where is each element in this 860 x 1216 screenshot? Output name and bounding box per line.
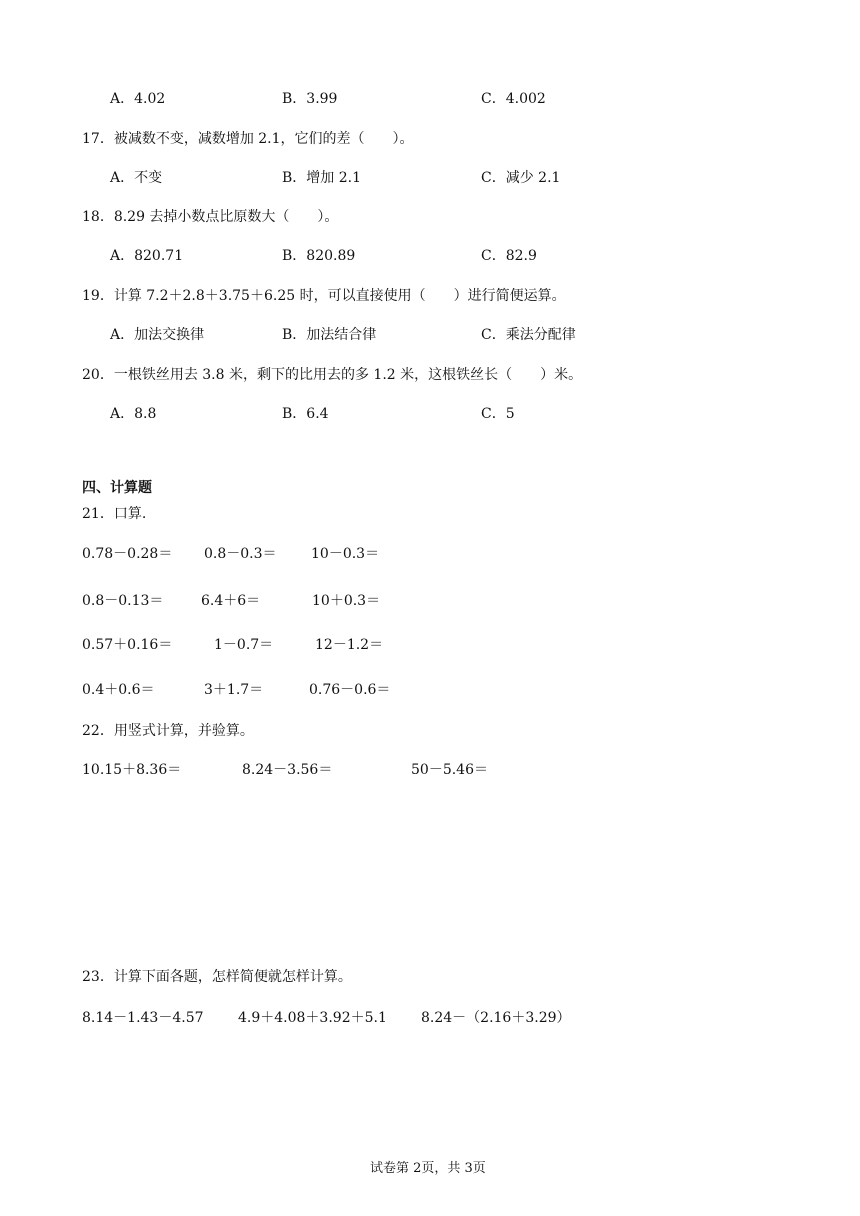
- q20-option-c: C．5: [481, 406, 515, 422]
- page-footer: 试卷第 2页，共 3页: [370, 1161, 486, 1176]
- q20-option-a: A．8.8: [110, 406, 157, 422]
- q17-stem: 17．被减数不变，减数增加 2.1，它们的差（ ）。: [82, 131, 414, 147]
- q16-option-a: A．4.02: [110, 91, 166, 107]
- q19-option-c: C．乘法分配律: [481, 327, 576, 343]
- q21-stem: 21．口算.: [82, 506, 147, 522]
- q21-item: 0.78－0.28＝: [82, 546, 173, 562]
- q17-option-a: A．不变: [110, 170, 163, 186]
- q21-item: 0.4＋0.6＝: [82, 682, 155, 698]
- q21-item: 0.76－0.6＝: [309, 682, 391, 698]
- q22-item: 10.15＋8.36＝: [82, 762, 182, 778]
- q22-stem: 22．用竖式计算，并验算。: [82, 723, 254, 739]
- q21-item: 12－1.2＝: [315, 637, 384, 653]
- q22-item: 8.24－3.56＝: [242, 762, 333, 778]
- q16-option-b: B．3.99: [282, 91, 338, 107]
- q22-item: 50－5.46＝: [411, 762, 488, 778]
- q20-stem: 20．一根铁丝用去 3.8 米，剩下的比用去的多 1.2 米，这根铁丝长（ ）米。: [82, 367, 583, 383]
- q21-item: 3＋1.7＝: [204, 682, 264, 698]
- q17-option-c: C．减少 2.1: [481, 170, 561, 186]
- q19-option-b: B．加法结合律: [282, 327, 377, 343]
- q19-option-a: A．加法交换律: [110, 327, 205, 343]
- q18-option-b: B．820.89: [282, 248, 356, 264]
- q23-item: 4.9＋4.08＋3.92＋5.1: [238, 1010, 387, 1026]
- section-heading: 四、计算题: [82, 480, 152, 496]
- q21-item: 10＋0.3＝: [312, 593, 381, 609]
- q21-item: 6.4＋6＝: [201, 593, 261, 609]
- q23-item: 8.14－1.43－4.57: [82, 1010, 204, 1026]
- q21-item: 0.57＋0.16＝: [82, 637, 173, 653]
- q21-item: 10－0.3＝: [311, 546, 380, 562]
- q18-stem: 18．8.29 去掉小数点比原数大（ ）。: [82, 209, 339, 225]
- q18-option-a: A．820.71: [110, 248, 184, 264]
- q23-stem: 23．计算下面各题，怎样简便就怎样计算。: [82, 969, 352, 985]
- q21-item: 0.8－0.13＝: [82, 593, 164, 609]
- q16-option-c: C．4.002: [481, 91, 546, 107]
- q17-option-b: B．增加 2.1: [282, 170, 362, 186]
- q23-item: 8.24－（2.16＋3.29）: [421, 1010, 571, 1026]
- q20-option-b: B．6.4: [282, 406, 329, 422]
- q19-stem: 19．计算 7.2＋2.8＋3.75＋6.25 时，可以直接使用（ ）进行简便运算。: [82, 288, 566, 304]
- q21-item: 1－0.7＝: [214, 637, 274, 653]
- q21-item: 0.8－0.3＝: [204, 546, 277, 562]
- q18-option-c: C．82.9: [481, 248, 537, 264]
